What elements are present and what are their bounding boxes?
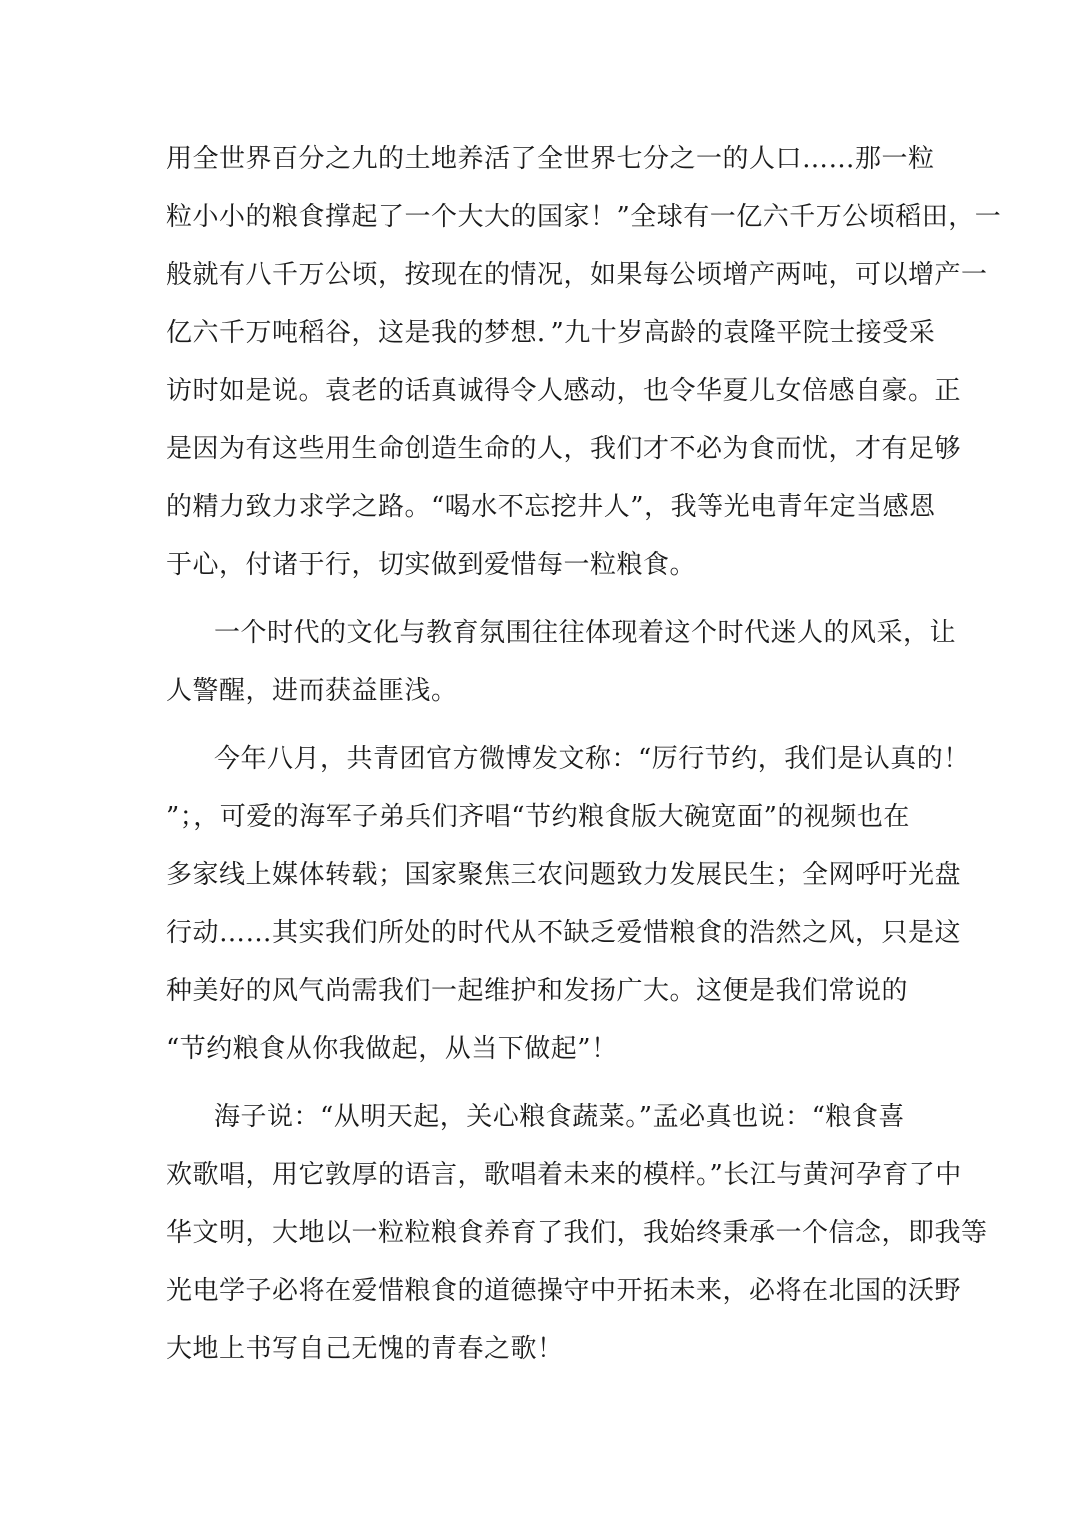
paragraph-1-line-2: 粒小小的粮食撑起了一个大大的国家！”全球有一亿六千万公顷稻田，一 <box>166 202 1002 232</box>
paragraph-4-line-3: 华文明，大地以一粒粒粮食养育了我们，我始终秉承一个信念，即我等 <box>166 1218 988 1248</box>
paragraph-1-line-8: 于心，付诸于行，切实做到爱惜每一粒粮食。 <box>166 550 697 580</box>
paragraph-1-line-5: 访时如是说。袁老的话真诚得令人感动，也令华夏儿女倍感自豪。正 <box>166 376 962 406</box>
paragraph-3-line-6: “节约粮食从你我做起，从当下做起”！ <box>166 1034 618 1064</box>
paragraph-3-line-1: 今年八月，共青团官方微博发文称：“厉行节约，我们是认真的！ <box>214 744 970 774</box>
paragraph-4-line-5: 大地上书写自己无愧的青春之歌！ <box>166 1334 564 1364</box>
paragraph-3-line-5: 种美好的风气尚需我们一起维护和发扬广大。这便是我们常说的 <box>166 976 909 1006</box>
paragraph-1-line-4: 亿六千万吨稻谷，这是我的梦想．”九十岁高龄的袁隆平院士接受采 <box>166 318 936 348</box>
paragraph-1-line-6: 是因为有这些用生命创造生命的人，我们才不必为食而忧，才有足够 <box>166 434 962 464</box>
paragraph-2-line-1: 一个时代的文化与教育氛围往往体现着这个时代迷人的风采，让 <box>214 618 957 648</box>
paragraph-3-line-2: ”；，可爱的海军子弟兵们齐唱“节约粮食版大碗宽面”的视频也在 <box>166 802 910 832</box>
paragraph-3-line-4: 行动……其实我们所处的时代从不缺乏爱惜粮食的浩然之风，只是这 <box>166 918 962 948</box>
paragraph-3-line-3: 多家线上媒体转载；国家聚焦三农问题致力发展民生；全网呼吁光盘 <box>166 860 962 890</box>
paragraph-1-line-3: 般就有八千万公顷，按现在的情况，如果每公顷增产两吨，可以增产一 <box>166 260 988 290</box>
paragraph-2-line-2: 人警醒，进而获益匪浅。 <box>166 676 458 706</box>
paragraph-4-line-2: 欢歌唱，用它敦厚的语言，歌唱着未来的模样。”长江与黄河孕育了中 <box>166 1160 962 1190</box>
paragraph-4-line-1: 海子说：“从明天起，关心粮食蔬菜。”孟必真也说：“粮食喜 <box>214 1102 905 1132</box>
paragraph-1-line-7: 的精力致力求学之路。“喝水不忘挖井人”，我等光电青年定当感恩 <box>166 492 936 522</box>
paragraph-4-line-4: 光电学子必将在爱惜粮食的道德操守中开拓未来，必将在北国的沃野 <box>166 1276 962 1306</box>
paragraph-1-line-1: 用全世界百分之九的土地养活了全世界七分之一的人口……那一粒 <box>166 144 935 174</box>
